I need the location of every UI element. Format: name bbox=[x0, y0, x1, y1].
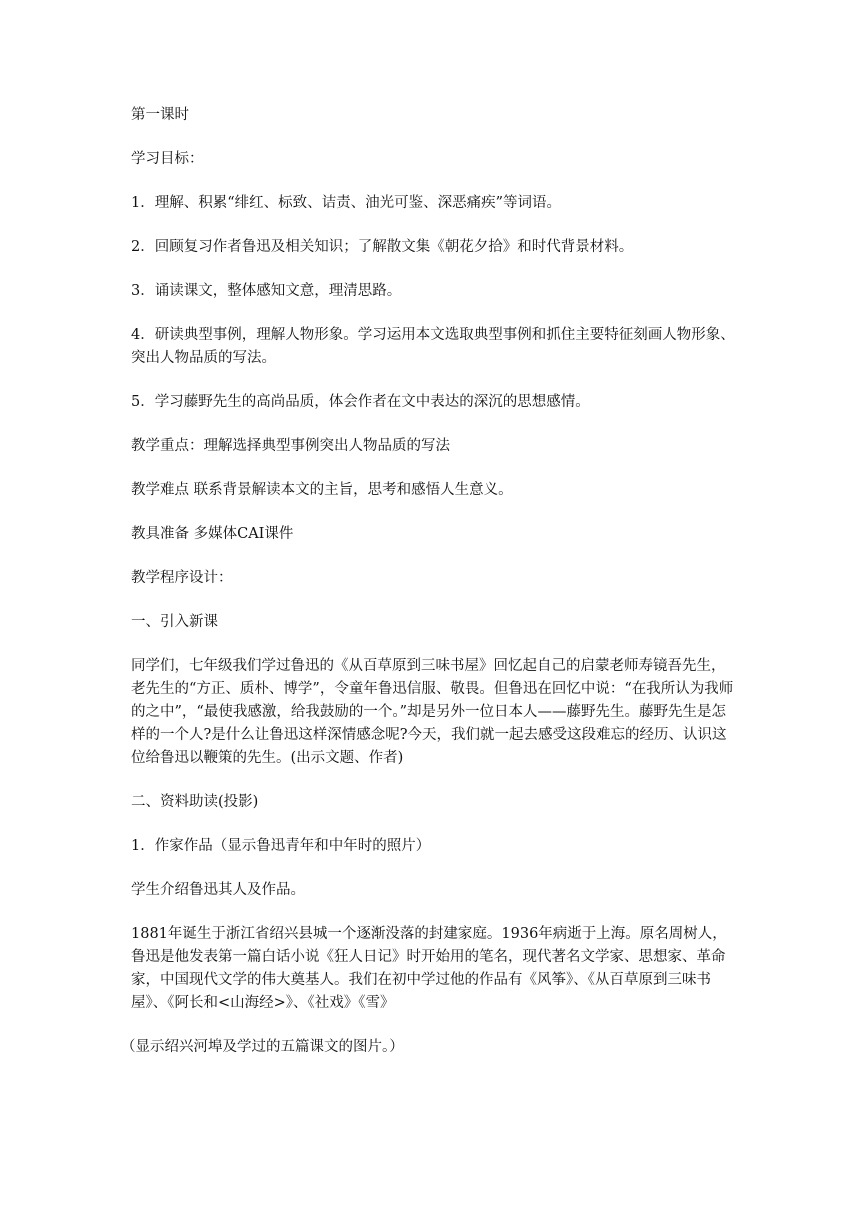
procedure-heading: 教学程序设计： bbox=[131, 570, 233, 586]
objective-item: 3．诵读课文，整体感知文意，理清思路。 bbox=[131, 283, 402, 299]
objective-item: 4．研读典型事例，理解人物形象。学习运用本文选取典型事例和抓住主要特征刻画人物形象、突出人物品质的写法。 bbox=[131, 327, 735, 366]
difficult-point: 教学难点 联系背景解读本文的主旨，思考和感悟人生意义。 bbox=[131, 482, 513, 498]
intro-paragraph: 同学们，七年级我们学过鲁迅的《从百草原到三味书屋》回忆起自己的启蒙老师寿镜吾先生，老先生的“方正、质朴、博学”，令童年鲁迅信服、敬畏。但鲁迅在回忆中说：“在我所认为我师的之中”，“最使我感激，给我鼓励的一个。”却是另外一位日本人——藤野先生。藤野先生是怎样的一个人?是什么让鲁迅这样深情感念呢?今天，我们就一起去感受这段难忘的经历、认识这位给鲁迅以鞭策的先生。(出示文题、作者) bbox=[131, 658, 734, 766]
objective-item: 2．回顾复习作者鲁迅及相关知识；了解散文集《朝花夕拾》和时代背景材料。 bbox=[131, 239, 634, 255]
pictures-note: （显示绍兴河埠及学过的五篇课文的图片。） bbox=[121, 1039, 404, 1055]
key-point: 教学重点：理解选择典型事例突出人物品质的写法 bbox=[131, 438, 450, 454]
objective-item: 1．理解、积累“绯红、标致、诘责、油光可鉴、深恶痛疾”等词语。 bbox=[131, 195, 562, 211]
lesson-title: 第一课时 bbox=[131, 107, 189, 123]
document-page bbox=[121, 104, 735, 1080]
student-intro: 学生介绍鲁迅其人及作品。 bbox=[131, 882, 305, 898]
section-heading-intro: 一、引入新课 bbox=[131, 614, 218, 630]
objective-item: 5．学习藤野先生的高尚品质，体会作者在文中表达的深沉的思想感情。 bbox=[131, 394, 590, 410]
teaching-aids: 教具准备 多媒体CAI课件 bbox=[131, 526, 294, 542]
section-heading-materials: 二、资料助读(投影) bbox=[131, 794, 259, 810]
biography-paragraph: 1881年诞生于浙江省绍兴县城一个逐渐没落的封建家庭。1936年病逝于上海。原名周树人，鲁迅是他发表第一篇白话小说《狂人日记》时开始用的笔名，现代著名文学家、思想家、革命家，中国现代文学的伟大奠基人。我们在初中学过他的作品有《风筝》、《从百草原到三味书屋》、《阿长和<山海经>》、《社戏》《雪》 bbox=[131, 926, 727, 1011]
objectives-heading: 学习目标： bbox=[131, 151, 204, 167]
materials-item: 1．作家作品（显示鲁迅青年和中年时的照片） bbox=[131, 838, 431, 854]
